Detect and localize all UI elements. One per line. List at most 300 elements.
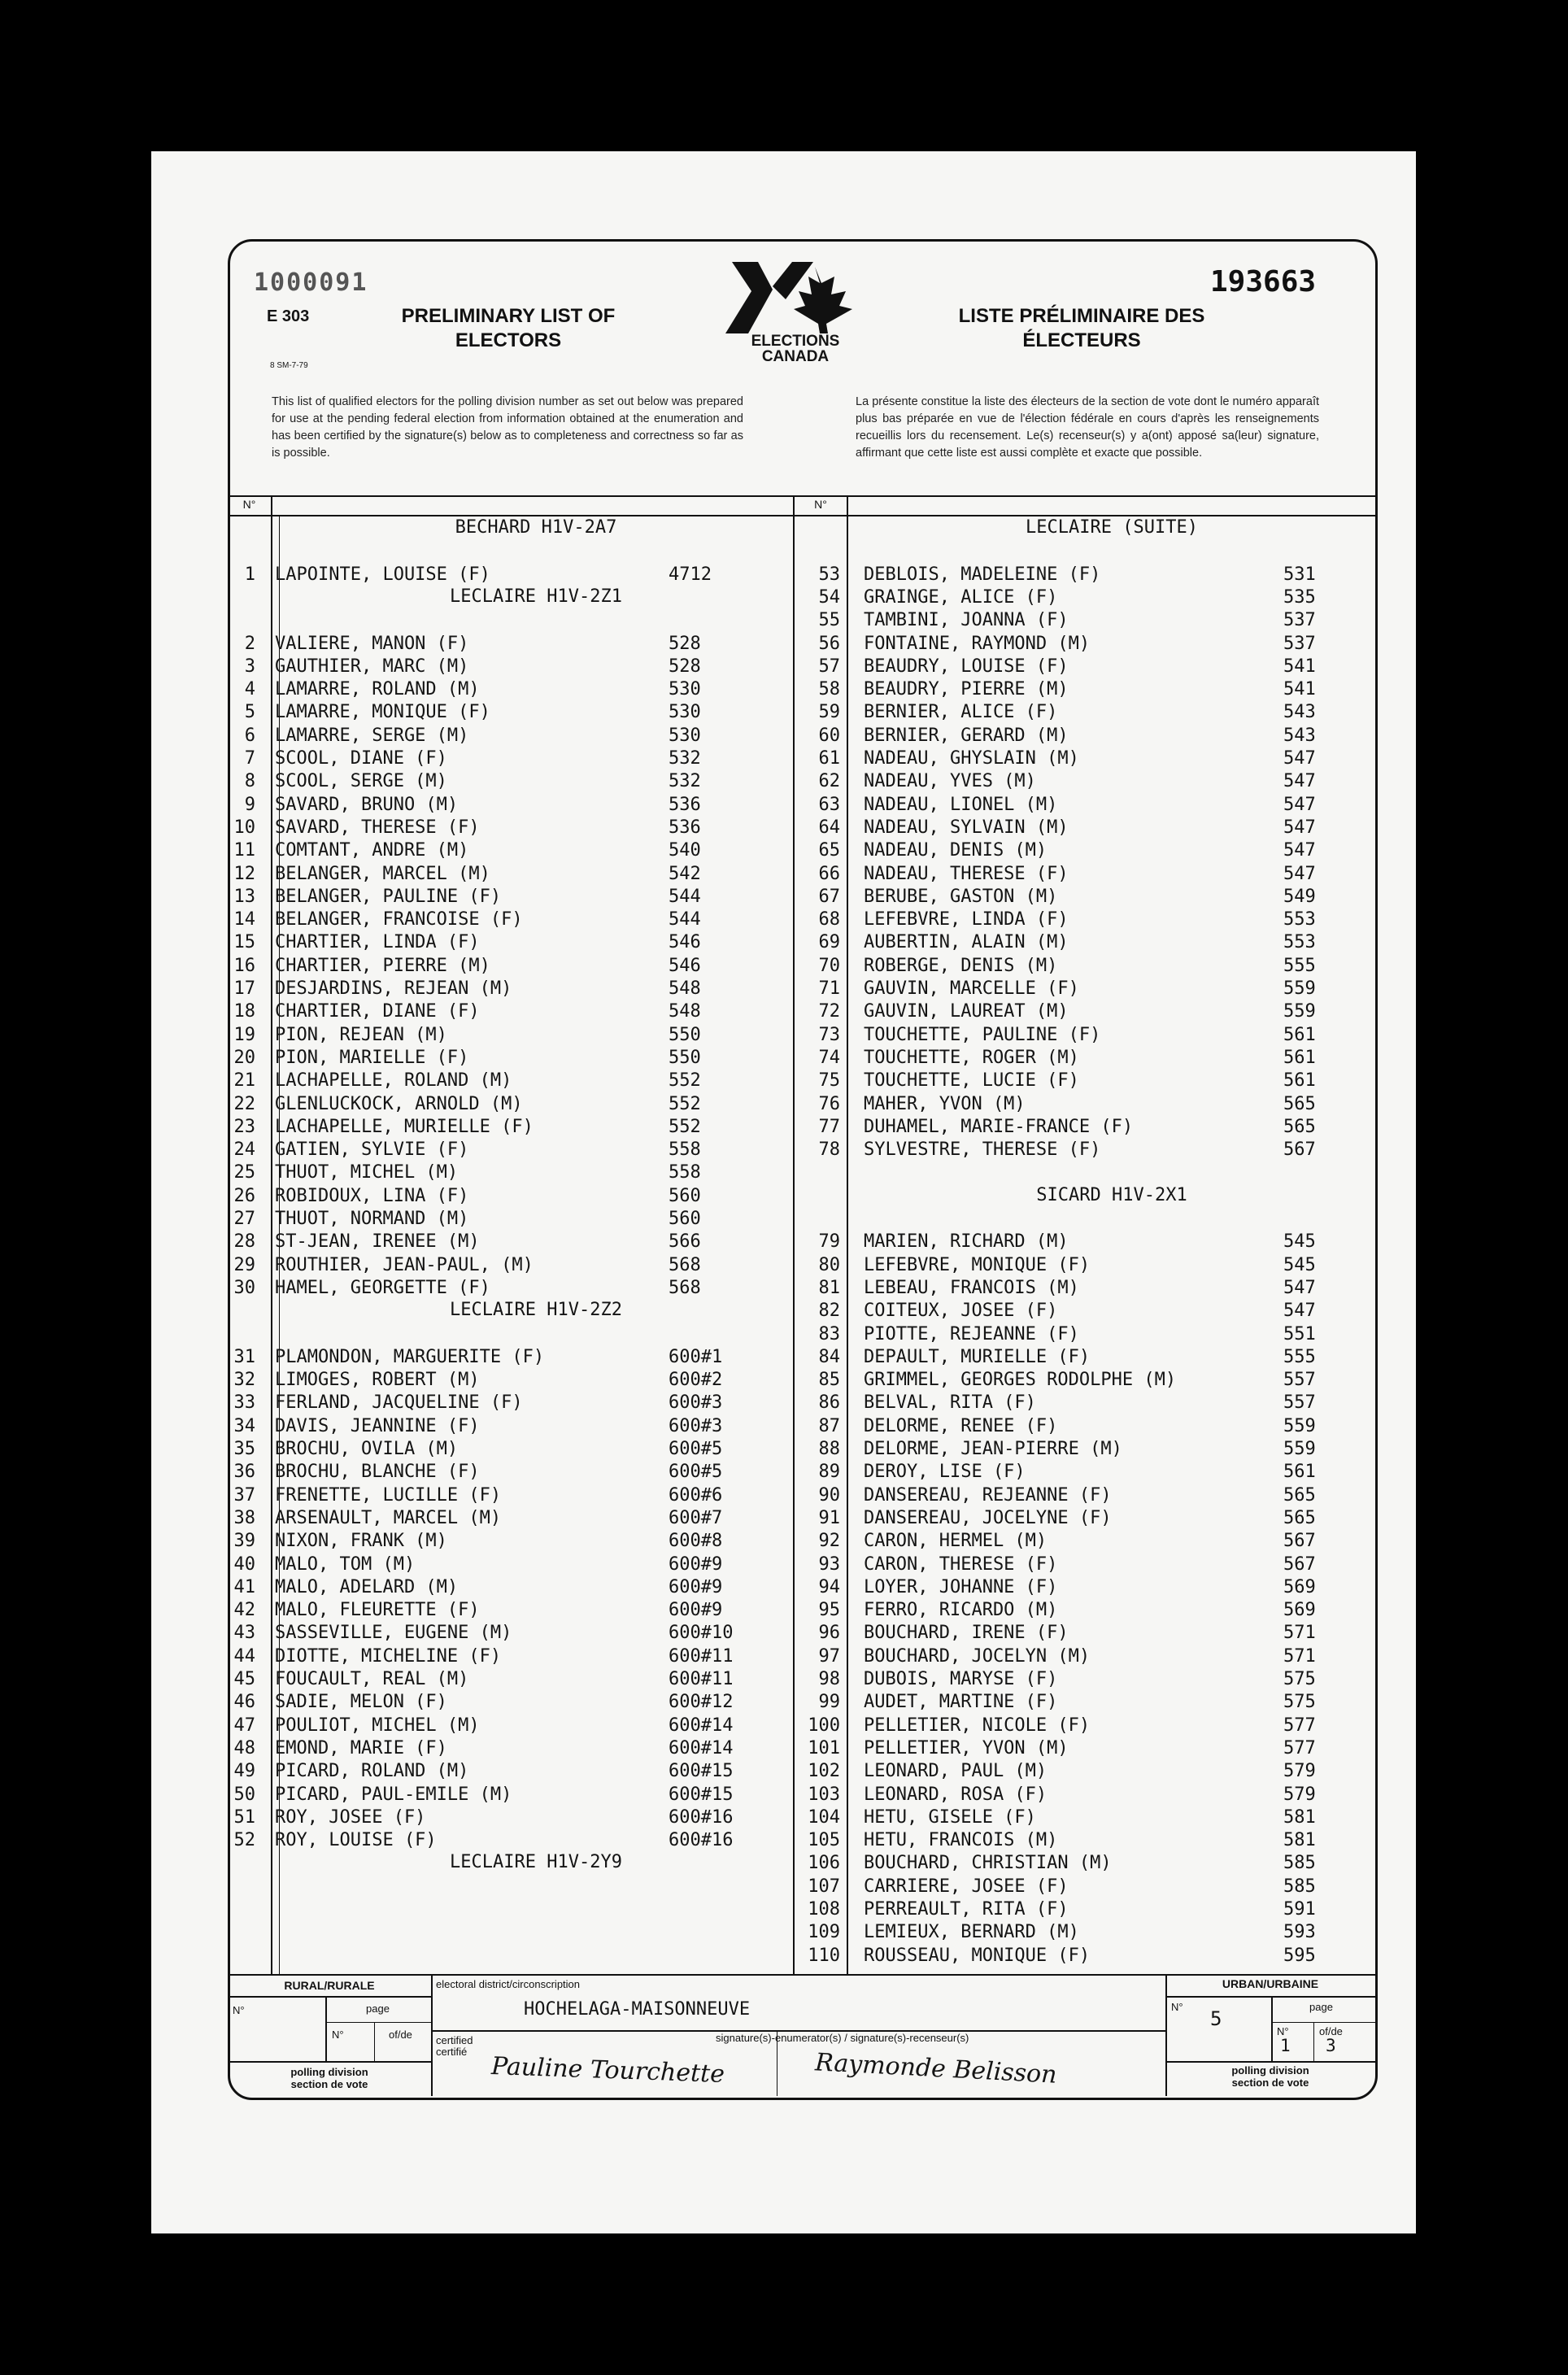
civic-number: 545 [1283,1231,1316,1253]
civic-number: 542 [669,863,701,884]
enumerator-signature-2: Raymonde Belisson [814,2048,1058,2090]
elector-name: FONTAINE, RAYMOND (M) [864,633,1091,654]
elector-number: 98 [818,1669,840,1689]
elector-name: SASSEVILLE, EUGENE (M) [275,1623,512,1644]
elector-name: DUHAMEL, MARIE-FRANCE (F) [864,1116,1134,1137]
street-heading: BECHARD H1V-2A7 [455,517,617,538]
rural-page-label: page [366,2002,390,2015]
civic-number: 555 [1283,1346,1316,1367]
elector-name: BEAUDRY, LOUISE (F) [864,656,1069,677]
elector-name: GRAINGE, ALICE (F) [864,586,1058,608]
civic-number: 577 [1283,1715,1316,1736]
elector-number: 85 [818,1370,840,1391]
civic-number: 567 [1283,1140,1316,1161]
civic-number: 600#16 [669,1806,734,1828]
footer-rural-split [325,1996,327,2061]
elector-number: 6 [244,725,255,746]
elector-name: BELANGER, FRANCOISE (F) [275,909,523,930]
elector-name: LEFEBVRE, LINDA (F) [864,909,1069,930]
elector-number: 13 [233,886,255,907]
civic-number: 575 [1283,1669,1316,1689]
form-code: 8 SM-7-79 [270,361,308,370]
civic-number: 585 [1283,1853,1316,1874]
civic-number: 569 [1283,1600,1316,1621]
civic-number: 600#10 [669,1623,734,1644]
elector-name: FOUCAULT, REAL (M) [275,1669,469,1689]
elector-number: 76 [818,1093,840,1114]
elector-number: 36 [233,1462,255,1483]
civic-number: 549 [1283,886,1316,907]
urban-polling-label: polling division section de vote [1231,2064,1309,2089]
elector-name: LIMOGES, ROBERT (M) [275,1370,480,1391]
elector-number: 27 [233,1209,255,1229]
elector-number: 32 [233,1370,255,1391]
footer-urban-of-split [1313,2022,1314,2061]
elector-number: 22 [233,1093,255,1114]
elector-number: 104 [808,1806,840,1828]
elector-name: SYLVESTRE, THERESE (F) [864,1140,1101,1161]
civic-number: 555 [1283,955,1316,976]
civic-number: 581 [1283,1806,1316,1828]
elector-number: 9 [244,794,255,815]
elector-number: 94 [818,1576,840,1597]
urban-no-label: N° [1171,2001,1183,2013]
elector-number: 110 [808,1945,840,1966]
footer-rural-bottom-rule [228,2061,431,2063]
footer-rural-rule [228,1996,431,1998]
elector-name: ROY, LOUISE (F) [275,1830,437,1851]
civic-number: 568 [669,1254,701,1275]
elector-number: 86 [818,1392,840,1414]
elector-number: 45 [233,1669,255,1689]
elector-number: 3 [244,656,255,677]
elector-name: MALO, FLEURETTE (F) [275,1600,480,1621]
elector-name: NADEAU, DENIS (M) [864,840,1048,861]
elections-canada-logo [724,259,867,366]
civic-number: 600#11 [669,1645,734,1667]
elector-number: 30 [233,1277,255,1298]
elector-name: DIOTTE, MICHELINE (F) [275,1645,502,1667]
certified-label: certified certifié [436,2034,473,2058]
civic-number: 565 [1283,1507,1316,1528]
elector-name: LEONARD, PAUL (M) [864,1761,1048,1782]
civic-number: 565 [1283,1093,1316,1114]
civic-number: 537 [1283,610,1316,631]
civic-number: 600#9 [669,1600,723,1621]
elector-name: NIXON, FRANK (M) [275,1531,447,1552]
elector-number: 38 [233,1507,255,1528]
elector-number: 58 [818,679,840,700]
elector-number: 56 [818,633,840,654]
intro-french: La présente constitue la liste des électeurs de la section de vote dont le numéro apparaît plus bas préparée en vue de l'élection fédérale en cours d'après les renseignements recueillis lors du recensement. Le(s) recenseur(s) y a(ont) apposé sa(leur) signature, affirmant que cette liste est aussi complète et exacte que possible. [856,395,1319,460]
civic-number: 540 [669,840,701,861]
elector-number: 37 [233,1484,255,1506]
elector-name: LAMARRE, ROLAND (M) [275,679,480,700]
civic-number: 559 [1283,1001,1316,1022]
elector-number: 14 [233,909,255,930]
civic-number: 581 [1283,1830,1316,1851]
elector-name: MARIEN, RICHARD (M) [864,1231,1069,1253]
elector-number: 28 [233,1231,255,1253]
civic-number: 579 [1283,1761,1316,1782]
civic-number: 530 [669,702,701,723]
street-heading: LECLAIRE (SUITE) [1026,517,1198,538]
district-value: HOCHELAGA-MAISONNEUVE [524,1999,751,2020]
elector-number: 108 [808,1899,840,1920]
elector-name: FERRO, RICARDO (M) [864,1600,1058,1621]
civic-number: 548 [669,978,701,999]
elector-name: AUBERTIN, ALAIN (M) [864,932,1069,953]
elector-number: 2 [244,633,255,654]
elector-name: TOUCHETTE, PAULINE (F) [864,1024,1101,1045]
elector-number: 7 [244,748,255,769]
civic-number: 600#12 [669,1692,734,1713]
elector-number: 59 [818,702,840,723]
civic-number: 548 [669,1001,701,1022]
civic-number: 600#15 [669,1784,734,1805]
civic-number: 561 [1283,1024,1316,1045]
enumerator-signature-1: Pauline Tourchette [490,2052,725,2089]
elector-number: 34 [233,1415,255,1436]
civic-number: 577 [1283,1737,1316,1758]
elector-name: LOYER, JOHANNE (F) [864,1576,1058,1597]
elector-number: 101 [808,1737,840,1758]
elector-name: DELORME, JEAN-PIERRE (M) [864,1439,1122,1459]
urban-polling-number: 5 [1210,2007,1222,2030]
left-no-column-rule [271,495,272,1974]
elector-number: 75 [818,1070,840,1092]
civic-number: 547 [1283,748,1316,769]
elector-number: 78 [818,1140,840,1161]
civic-number: 561 [1283,1462,1316,1483]
elector-number: 31 [233,1346,255,1367]
elector-name: DANSEREAU, REJEANNE (F) [864,1484,1112,1506]
elector-number: 72 [818,1001,840,1022]
elector-number: 43 [233,1623,255,1644]
civic-number: 571 [1283,1645,1316,1667]
elector-number: 47 [233,1715,255,1736]
civic-number: 530 [669,725,701,746]
elector-name: FRENETTE, LUCILLE (F) [275,1484,502,1506]
right-no-header: N° [814,498,827,511]
elector-number: 63 [818,794,840,815]
elector-name: AUDET, MARTINE (F) [864,1692,1058,1713]
civic-number: 536 [669,817,701,838]
civic-number: 543 [1283,702,1316,723]
elector-number: 105 [808,1830,840,1851]
civic-number: 550 [669,1047,701,1068]
elector-name: ROY, JOSEE (F) [275,1806,426,1828]
civic-number: 557 [1283,1392,1316,1414]
civic-number: 560 [669,1209,701,1229]
civic-number: 528 [669,633,701,654]
elector-number: 16 [233,955,255,976]
elector-name: NADEAU, GHYSLAIN (M) [864,748,1079,769]
elector-name: SADIE, MELON (F) [275,1692,447,1713]
serial-number: 193663 [1210,265,1317,299]
civic-number: 535 [1283,586,1316,608]
civic-number: 544 [669,886,701,907]
elector-number: 65 [818,840,840,861]
elector-name: POULIOT, MICHEL (M) [275,1715,480,1736]
elector-number: 107 [808,1876,840,1897]
elector-name: GAUVIN, LAUREAT (M) [864,1001,1069,1022]
elector-name: PERREAULT, RITA (F) [864,1899,1069,1920]
elector-number: 12 [233,863,255,884]
civic-number: 546 [669,932,701,953]
elector-number: 11 [233,840,255,861]
elector-number: 8 [244,771,255,792]
elector-name: MAHER, YVON (M) [864,1093,1026,1114]
civic-number: 565 [1283,1484,1316,1506]
civic-number: 568 [669,1277,701,1298]
elector-name: PLAMONDON, MARGUERITE (F) [275,1346,545,1367]
elector-number: 41 [233,1576,255,1597]
civic-number: 567 [1283,1554,1316,1575]
elector-name: BELANGER, MARCEL (M) [275,863,490,884]
elector-number: 40 [233,1554,255,1575]
urban-page-number: 1 [1280,2036,1291,2055]
elector-name: THUOT, MICHEL (M) [275,1162,459,1183]
elector-name: LEMIEUX, BERNARD (M) [864,1922,1079,1943]
civic-number: 550 [669,1024,701,1045]
elector-name: BELANGER, PAULINE (F) [275,886,502,907]
civic-number: 600#16 [669,1830,734,1851]
civic-number: 600#3 [669,1415,723,1436]
civic-number: 565 [1283,1116,1316,1137]
elector-number: 54 [818,586,840,608]
urban-label: URBAN/URBAINE [1222,1977,1319,1990]
civic-number: 552 [669,1070,701,1092]
civic-number: 566 [669,1231,701,1253]
civic-number: 600#8 [669,1531,723,1552]
elector-number: 57 [818,656,840,677]
elector-number: 66 [818,863,840,884]
elector-number: 17 [233,978,255,999]
elector-number: 50 [233,1784,255,1805]
civic-number: 532 [669,771,701,792]
civic-number: 547 [1283,840,1316,861]
civic-number: 559 [1283,978,1316,999]
elector-number: 92 [818,1531,840,1552]
elector-number: 100 [808,1715,840,1736]
maple-leaf-x-icon [724,259,867,337]
elector-name: BOUCHARD, IRENE (F) [864,1623,1069,1644]
elector-name: NADEAU, SYLVAIN (M) [864,817,1069,838]
elector-name: PICARD, PAUL-EMILE (M) [275,1784,512,1805]
civic-number: 545 [1283,1254,1316,1275]
left-no-header: N° [242,498,256,511]
elector-number: 55 [818,610,840,631]
elector-number: 42 [233,1600,255,1621]
elector-number: 21 [233,1070,255,1092]
elector-name: DEBLOIS, MADELEINE (F) [864,564,1101,585]
footer-rural-page-rule [325,2022,431,2023]
civic-number: 595 [1283,1945,1316,1966]
elector-number: 83 [818,1323,840,1344]
elector-number: 70 [818,955,840,976]
civic-number: 600#9 [669,1554,723,1575]
elector-name: DANSEREAU, JOCELYNE (F) [864,1507,1112,1528]
elector-name: SAVARD, THERESE (F) [275,817,480,838]
faded-stamp: 1000091 [254,268,368,297]
civic-number: 551 [1283,1323,1316,1344]
elector-number: 82 [818,1301,840,1322]
elector-number: 109 [808,1922,840,1943]
elector-name: ROBERGE, DENIS (M) [864,955,1058,976]
elector-name: ST-JEAN, IRENEE (M) [275,1231,480,1253]
rural-of-label: of/de [389,2029,412,2041]
civic-number: 531 [1283,564,1316,585]
civic-number: 532 [669,748,701,769]
civic-number: 600#14 [669,1715,734,1736]
footer-urban-rule [1165,1996,1375,1998]
civic-number: 569 [1283,1576,1316,1597]
elector-name: DESJARDINS, REJEAN (M) [275,978,512,999]
civic-number: 585 [1283,1876,1316,1897]
elector-number: 51 [233,1806,255,1828]
elector-number: 4 [244,679,255,700]
elector-number: 62 [818,771,840,792]
elector-name: GATIEN, SYLVIE (F) [275,1140,469,1161]
elector-name: BOUCHARD, JOCELYN (M) [864,1645,1091,1667]
rural-label: RURAL/RURALE [284,1979,375,1992]
footer-rule-left [431,1974,433,2096]
elector-name: HETU, GISELE (F) [864,1806,1036,1828]
civic-number: 530 [669,679,701,700]
elector-number: 81 [818,1277,840,1298]
elector-number: 80 [818,1254,840,1275]
civic-number: 536 [669,794,701,815]
civic-number: 600#6 [669,1484,723,1506]
elector-number: 73 [818,1024,840,1045]
street-heading: LECLAIRE H1V-2Z2 [450,1300,622,1321]
civic-number: 559 [1283,1415,1316,1436]
civic-number: 600#15 [669,1761,734,1782]
elector-number: 35 [233,1439,255,1459]
civic-number: 541 [1283,679,1316,700]
elector-name: VALIERE, MANON (F) [275,633,469,654]
elector-number: 95 [818,1600,840,1621]
elector-number: 90 [818,1484,840,1506]
civic-number: 579 [1283,1784,1316,1805]
elector-name: ARSENAULT, MARCEL (M) [275,1507,502,1528]
elector-number: 89 [818,1462,840,1483]
civic-number: 558 [669,1162,701,1183]
elector-name: LEONARD, ROSA (F) [864,1784,1048,1805]
civic-number: 571 [1283,1623,1316,1644]
elector-number: 91 [818,1507,840,1528]
elector-name: LACHAPELLE, MURIELLE (F) [275,1116,534,1137]
title-english: PRELIMINARY LIST OF ELECTORS [401,305,616,351]
elector-name: COMTANT, ANDRE (M) [275,840,469,861]
civic-number: 558 [669,1140,701,1161]
elector-number: 26 [233,1185,255,1206]
elector-name: SCOOL, SERGE (M) [275,771,447,792]
urban-of-label: of/de [1319,2025,1343,2037]
elector-name: COITEUX, JOSEE (F) [864,1301,1058,1322]
elector-name: DEROY, LISE (F) [864,1462,1026,1483]
elector-name: ROBIDOUX, LINA (F) [275,1185,469,1206]
footer-urban-page-rule [1271,2022,1375,2023]
civic-number: 591 [1283,1899,1316,1920]
civic-number: 557 [1283,1370,1316,1391]
elector-name: LAMARRE, SERGE (M) [275,725,469,746]
urban-page-total: 3 [1326,2036,1336,2055]
elector-name: PION, MARIELLE (F) [275,1047,469,1068]
civic-number: 547 [1283,817,1316,838]
elector-name: SCOOL, DIANE (F) [275,748,447,769]
elector-number: 23 [233,1116,255,1137]
urban-page-label: page [1309,2001,1333,2013]
civic-number: 547 [1283,794,1316,815]
elector-number: 25 [233,1162,255,1183]
elector-name: CHARTIER, LINDA (F) [275,932,480,953]
elector-name: PICARD, ROLAND (M) [275,1761,469,1782]
elector-name: SAVARD, BRUNO (M) [275,794,459,815]
elector-name: TOUCHETTE, ROGER (M) [864,1047,1079,1068]
elector-number: 99 [818,1692,840,1713]
elector-number: 103 [808,1784,840,1805]
elector-number: 39 [233,1531,255,1552]
elector-name: HAMEL, GEORGETTE (F) [275,1277,490,1298]
elector-number: 74 [818,1047,840,1068]
elector-name: NADEAU, THERESE (F) [864,863,1069,884]
civic-number: 547 [1283,863,1316,884]
district-label: electoral district/circonscription [436,1978,581,1990]
footer-urban-split [1271,1996,1273,2061]
footer-rural-of-split [374,2022,375,2061]
elector-name: BEAUDRY, PIERRE (M) [864,679,1069,700]
elector-name: TOUCHETTE, LUCIE (F) [864,1070,1079,1092]
elector-number: 10 [233,817,255,838]
elector-number: 64 [818,817,840,838]
civic-number: 552 [669,1116,701,1137]
elector-name: BROCHU, OVILA (M) [275,1439,459,1459]
signature-label: signature(s)-enumerator(s) / signature(s)-recenseur(s) [716,2032,969,2044]
street-heading: LECLAIRE H1V-2Y9 [450,1852,622,1873]
elector-name: GAUVIN, MARCELLE (F) [864,978,1079,999]
street-heading: SICARD H1V-2X1 [1036,1184,1187,1205]
elector-name: THUOT, NORMAND (M) [275,1209,469,1229]
elector-number: 84 [818,1346,840,1367]
elector-name: MALO, ADELARD (M) [275,1576,459,1597]
elector-name: DAVIS, JEANNINE (F) [275,1415,480,1436]
elector-name: CHARTIER, PIERRE (M) [275,955,490,976]
civic-number: 553 [1283,909,1316,930]
elector-number: 20 [233,1047,255,1068]
civic-number: 547 [1283,1277,1316,1298]
elector-number: 19 [233,1024,255,1045]
elector-number: 79 [818,1231,840,1253]
civic-number: 552 [669,1093,701,1114]
elector-name: BROCHU, BLANCHE (F) [275,1462,480,1483]
elector-name: NADEAU, LIONEL (M) [864,794,1058,815]
civic-number: 600#5 [669,1439,723,1459]
elector-name: MALO, TOM (M) [275,1554,416,1575]
civic-number: 561 [1283,1070,1316,1092]
elector-name: EMOND, MARIE (F) [275,1737,447,1758]
civic-number: 600#11 [669,1669,734,1689]
civic-number: 600#9 [669,1576,723,1597]
elector-number: 53 [818,564,840,585]
rural-page-no-label: N° [332,2029,344,2041]
elector-name: PIOTTE, REJEANNE (F) [864,1323,1079,1344]
elector-number: 33 [233,1392,255,1414]
urban-page-no-label: N° [1277,2025,1289,2037]
elector-name: BERUBE, GASTON (M) [864,886,1058,907]
elector-name: ROUSSEAU, MONIQUE (F) [864,1945,1091,1966]
